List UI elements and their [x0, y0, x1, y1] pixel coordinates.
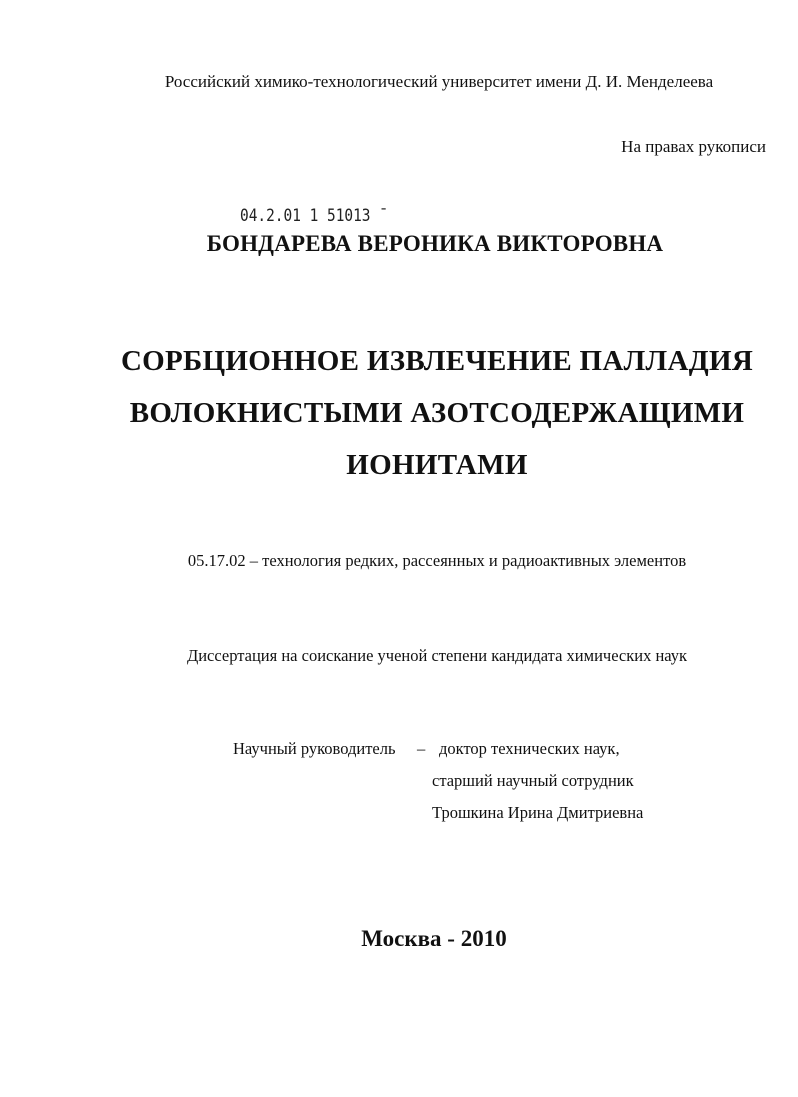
supervisor-position: старший научный сотрудник: [432, 771, 634, 790]
supervisor-name: Трошкина Ирина Дмитриевна: [432, 803, 644, 822]
author-name: БОНДАРЕВА ВЕРОНИКА ВИКТОРОВНА: [206, 231, 664, 256]
supervisor-degree: доктор технических наук,: [439, 739, 620, 758]
dissertation-type: Диссертация на соискание ученой степени кандидата химических наук: [186, 646, 688, 665]
specialty-code: 05.17.02 – технология редких, рассеянных и радиоактивных элементов: [187, 551, 687, 570]
title-line-1: СОРБЦИОННОЕ ИЗВЛЕЧЕНИЕ ПАЛЛАДИЯ: [120, 345, 754, 377]
registration-stamp: 04.2.01 1 51013 ˉ: [240, 206, 388, 226]
supervisor-dash: –: [417, 739, 426, 758]
university-name: Российский химико-технологический университет имени Д. И. Менделеева: [164, 72, 714, 91]
supervisor-label: Научный руководитель: [233, 739, 396, 758]
rights-note: На правах рукописи: [621, 137, 766, 156]
dissertation-title: [0, 335, 798, 491]
city-year: Москва - 2010: [361, 926, 507, 951]
title-line-3: ИОНИТАМИ: [346, 449, 528, 481]
title-line-2: ВОЛОКНИСТЫМИ АЗОТСОДЕРЖАЩИМИ: [129, 397, 745, 429]
